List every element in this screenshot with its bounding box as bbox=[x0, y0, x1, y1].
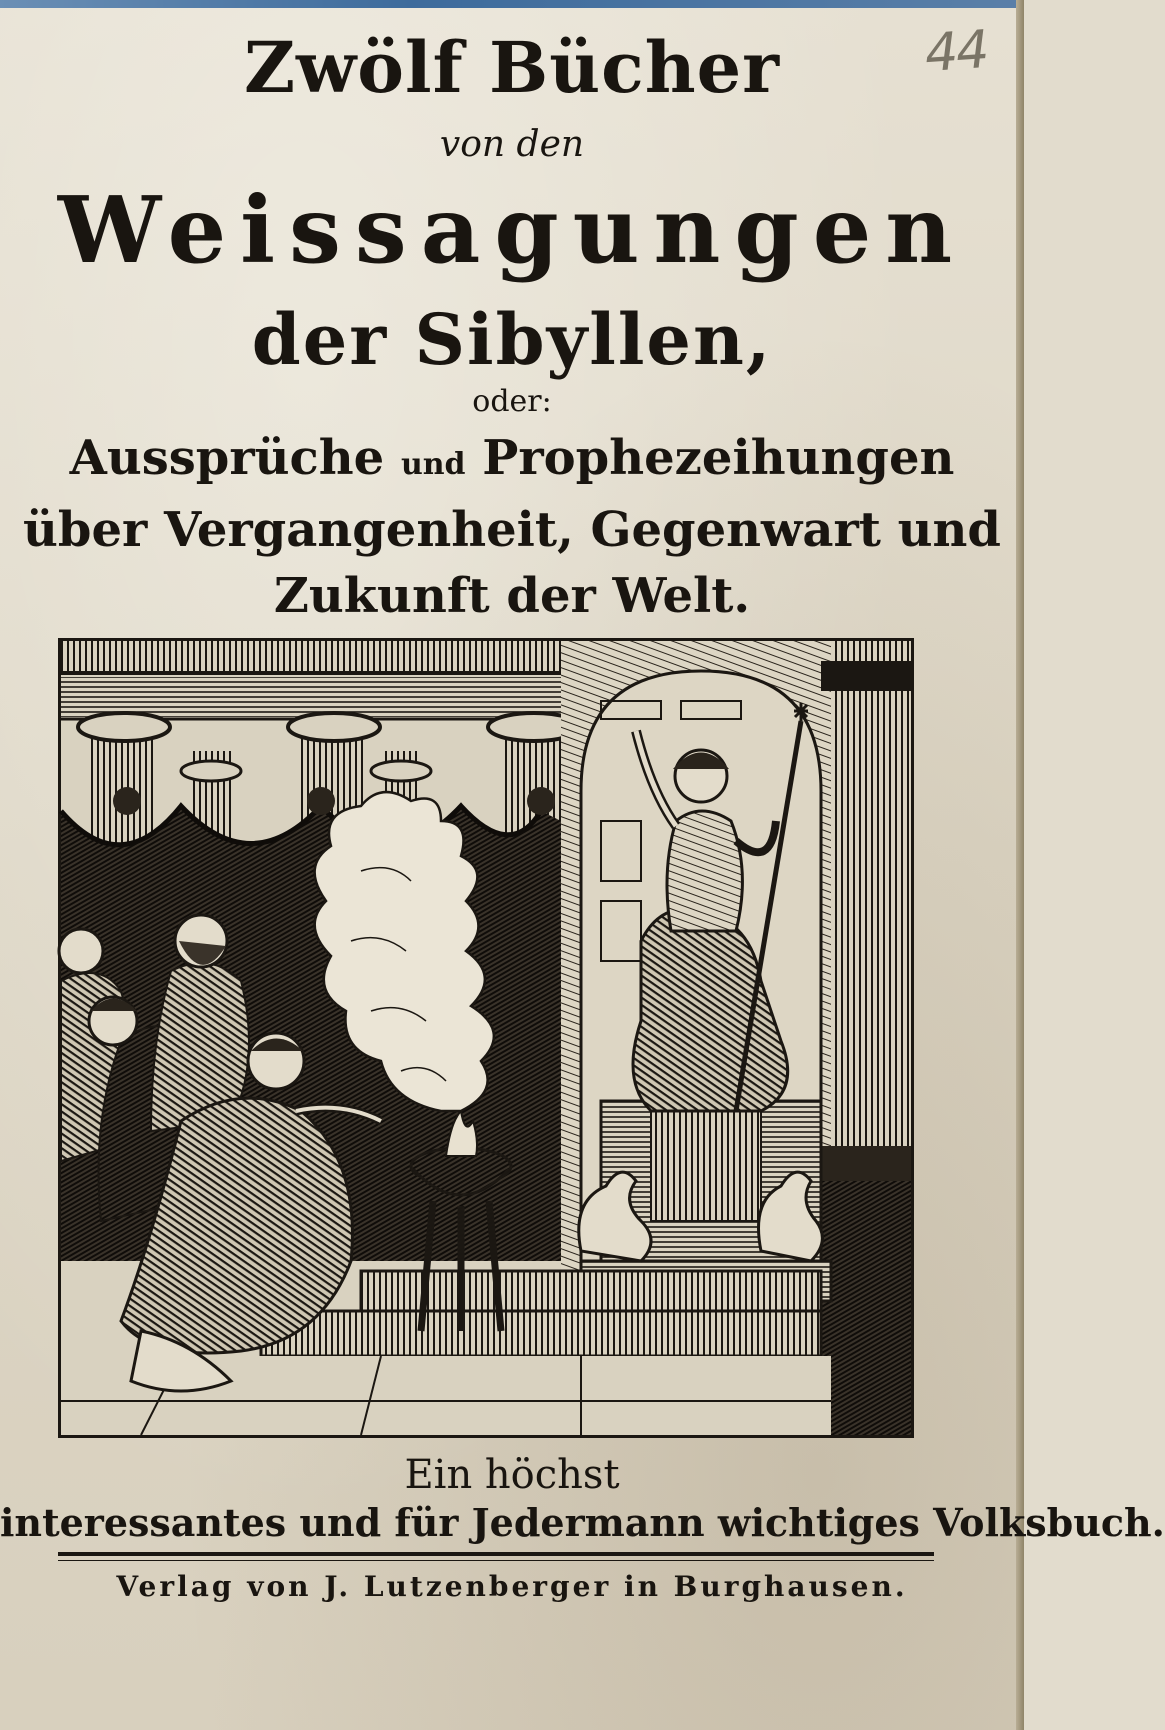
subtitle-line-3: Zukunft der Welt. bbox=[273, 568, 751, 624]
binding-strip bbox=[0, 0, 1024, 8]
pencil-annotation: 44 bbox=[922, 19, 990, 85]
woodcut-illustration bbox=[58, 638, 914, 1438]
title-line-5: oder: bbox=[472, 384, 552, 419]
divider-thick bbox=[58, 1552, 934, 1556]
tagline-line-1: Ein höchst bbox=[404, 1452, 620, 1498]
subtitle-word-2: und bbox=[400, 447, 466, 482]
subtitle-line-2: über Vergangenheit, Gegenwart und bbox=[23, 502, 1001, 558]
tagline-line-2: interessantes und für Jedermann wichtiges Volksbuch. bbox=[0, 1500, 1165, 1545]
subtitle-word-1: Aussprüche bbox=[69, 430, 385, 486]
divider-thin bbox=[58, 1560, 934, 1561]
subtitle-word-3: Prophezeihungen bbox=[482, 430, 955, 486]
title-main-word: Weissagungen bbox=[57, 176, 967, 284]
title-line-2: von den bbox=[439, 124, 585, 165]
subtitle-line-1 bbox=[0, 430, 1024, 486]
title-line-4: der Sibyllen, bbox=[251, 298, 773, 381]
publisher-imprint: Verlag von J. Lutzenberger in Burghausen. bbox=[116, 1570, 908, 1603]
title-line-1: Zwölf Bücher bbox=[243, 26, 781, 109]
